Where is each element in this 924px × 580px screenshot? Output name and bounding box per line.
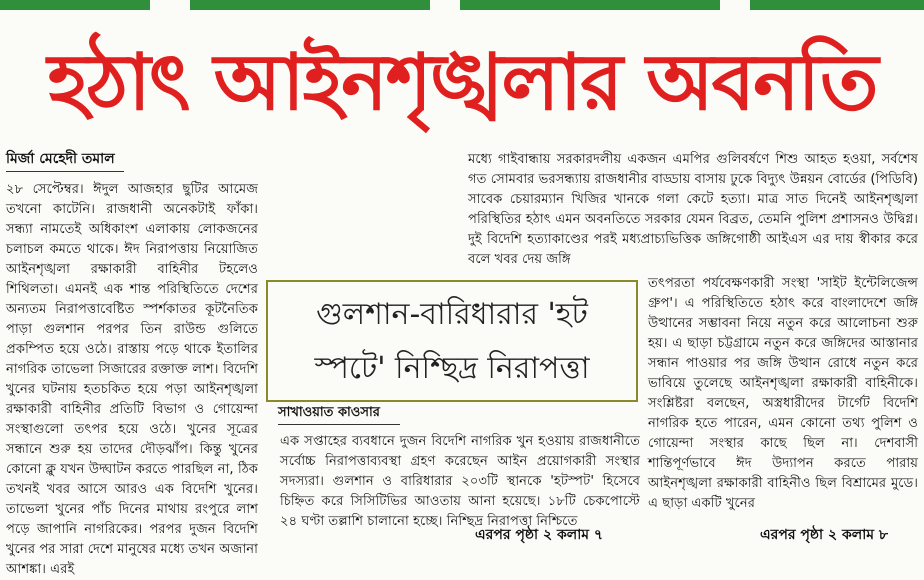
top-color-bar: [0, 0, 924, 10]
main-body-text: ২৮ সেপ্টেম্বর। ঈদুল আজহার ছুটির আমেজ তখনো কাটেনি। রাজধানী অনেকটাই ফাঁকা। সন্ধ্যা নামতেই অধিকাংশ এলাকায় লোকজনের চলাচল কমতে থাকে। ঈদ নিরাপত্তায় নিয়োজিত আইনশৃঙ্খলা রক্ষাকারী বাহিনীর টহলেও শিথিলতা। এমনই এক শান্ত পরিস্থিতিতে দেশের অন্যতম নিরাপত্তাবেষ্টিত স্পর্শকাতর কূটনৈতিক পাড়া গুলশান পরপর তিন রাউন্ড গুলিতে প্রকম্পিত হয়ে ওঠে। রাস্তায় পড়ে থাকে ইতালির নাগরিক তাভেলা সিজারের রক্তাক্ত লাশ। বিদেশি খুনের ঘটনায় হতচকিত হয়ে পড়া আইনশৃঙ্খলা রক্ষাকারী বাহিনীর প্রতিটি বিভাগ ও গোয়েন্দা সংস্থাগুলো তৎপর হয়ে ওঠে। খুনের সূত্রের সন্ধানে শুরু হয় তাদের দৌড়ঝাঁপ। কিন্তু খুনের কোনো ক্লু যখন উদ্ঘাটন করতে পারছিল না, ঠিক তখনই খবর আসে আরও এক বিদেশি খুনের। তাভেলা খুনের পাঁচ দিনের মাথায় রংপুরে লাশ পড়ে জাপানি নাগরিকের। পরপর দুজন বিদেশি খুনের পর সারা দেশে মানুষের মধ্যে তখন অজানা আশঙ্কা। এরই: [6, 182, 258, 577]
sub-byline: সাখাওয়াত কাওসার: [278, 405, 380, 420]
main-body-right-column: [648, 274, 918, 524]
main-headline: হঠাৎ আইনশৃঙ্খলার অবনতি: [47, 38, 877, 128]
sub-body-column: [280, 432, 640, 528]
sub-headline-line-1: গুলশান-বারিধারার 'হট: [316, 297, 588, 332]
main-continued-note: এরপর পৃষ্ঠা ২ কলাম ৮: [760, 527, 888, 543]
main-body-top-text: মধ্যে গাইবান্ধায় সরকারদলীয় একজন এমপির গুলিবর্ষণে শিশু আহত হওয়া, সর্বশেষ গত সোমবার ভরসন্ধ্যায় রাজধানীর বাড্ডায় বাসায় ঢুকে বিদ্যুৎ উন্নয়ন বোর্ডের (পিডিবি) সাবেক চেয়ারম্যান খিজির খানকে গলা কেটে হত্যা। মাত্র সাত দিনেই আইনশৃঙ্খলা পরিস্থিতির হঠাৎ এমন অবনতিতে সরকার যেমন বিব্রত, তেমনি পুলিশ প্রশাসনও উদ্বিগ্ন। দুই বিদেশি হত্যাকাণ্ডের পরই মধ্যপ্রাচ্যভিত্তিক জঙ্গিগোষ্ঠী আইএস এর দায় স্বীকার করে বলে খবর দেয় জঙ্গি: [468, 152, 918, 267]
main-byline: মির্জা মেহেদী তমাল: [6, 151, 115, 167]
sub-continued-note: এরপর পৃষ্ঠা ২ কলাম ৭: [475, 527, 604, 543]
sub-body-text: এক সপ্তাহের ব্যবধানে দুজন বিদেশি নাগরিক খুন হওয়ায় রাজধানীতে সর্বোচ্চ নিরাপত্তাব্যবস্থা গ্রহণ করেছেন আইন প্রয়োগকারী সংস্থার সদস্যরা। গুলশান ও বারিধারার ২০৩টি স্থানকে 'হটস্পট' হিসেবে চিহ্নিত করে সিসিটিভির আওতায় আনা হয়েছে। ১৮টি চেকপোস্টে ২৪ ঘণ্টা তল্লাশি চালানো হচ্ছে। নিশ্ছিদ্র নিরাপত্তা নিশ্চিতে: [280, 434, 640, 529]
sub-headline: [268, 288, 636, 396]
sub-headline-line-2: স্পটে' নিশ্ছিদ্র নিরাপত্তা: [314, 351, 590, 386]
main-body-right-text: তৎপরতা পর্যবেক্ষণকারী সংস্থা 'সাইট ইন্টেলিজেন্স গ্রুপ'। এ পরিস্থিতিতে হঠাৎ করে বাংলাদেশে জঙ্গি উত্থানের সম্ভাবনা নিয়ে নতুন করে আলোচনা শুরু হয়। এ ছাড়া চট্টগ্রামে নতুন করে জঙ্গিদের আস্তানার সন্ধান পাওয়ার পর জঙ্গি উত্থান রোধে নতুন করে ভাবিয়ে তুলেছে আইনশৃঙ্খলা রক্ষাকারী বাহিনীকে। সংশ্লিষ্টরা বলছেন, অস্ত্রধারীদের টার্গেট বিদেশি নাগরিক হতে পারেন, এমন কোনো তথ্য পুলিশ ও গোয়েন্দা সংস্থার কাছে ছিল না। দেশবাসী শান্তিপূর্ণভাবে ঈদ উদ্যাপন করতে পারায় আইনশৃঙ্খলা রক্ষাকারী বাহিনীও ছিল বিশ্রামের মুডে। এ ছাড়া একটি খুনের: [648, 276, 918, 511]
byline-rule: [6, 171, 124, 172]
sub-headline-box: [266, 280, 638, 402]
main-body-left-column: [6, 180, 258, 577]
main-body-top-block: [468, 150, 918, 272]
sub-byline-rule: [278, 424, 400, 425]
